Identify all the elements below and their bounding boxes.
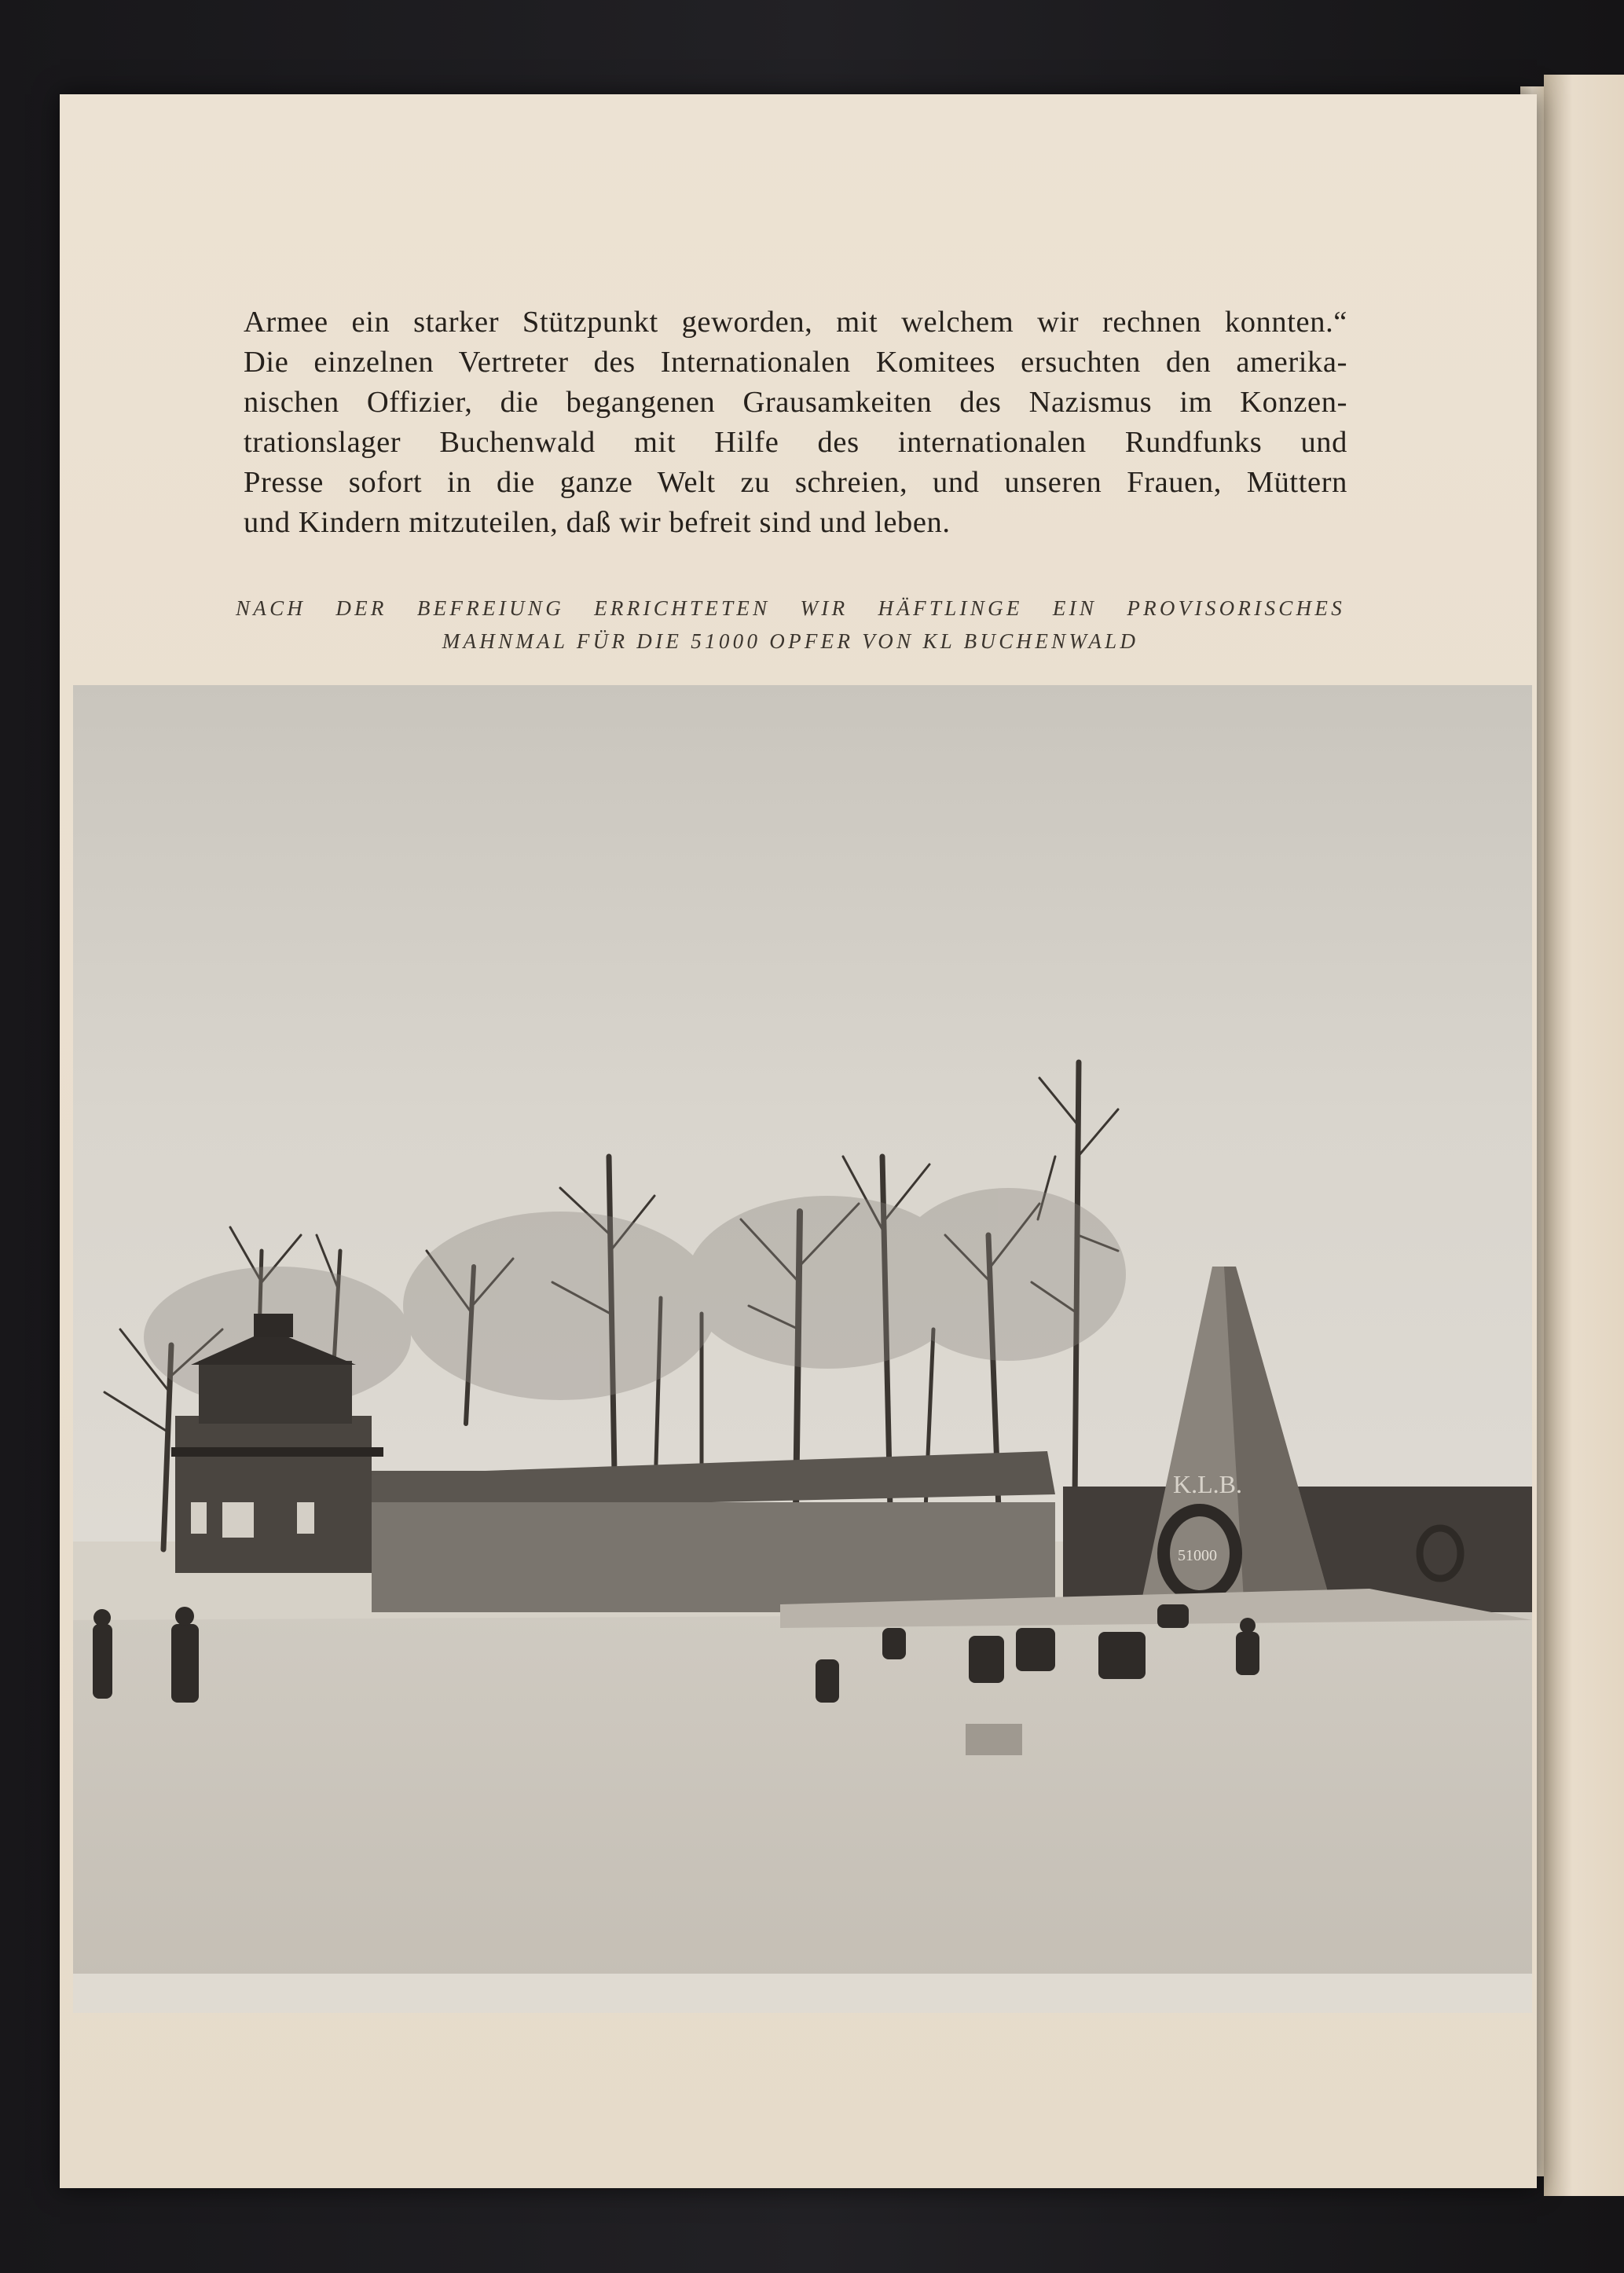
- wreath-number: 51000: [1178, 1547, 1217, 1564]
- body-paragraph: [244, 302, 1347, 543]
- body-line: nischen Offizier, die begangenen Grausamkeiten des Nazismus im Konzen-: [244, 386, 1347, 419]
- body-line: und Kindern mitzuteilen, daß wir befreit sind und leben.: [244, 506, 951, 539]
- photo-caption: [236, 592, 1345, 658]
- monument-letters: K.L.B.: [1173, 1470, 1242, 1498]
- ground: [73, 1589, 1532, 2013]
- body-line: Presse sofort in die ganze Welt zu schreien, und unseren Frauen, Müttern: [244, 466, 1347, 499]
- body-line: trationslager Buchenwald mit Hilfe des internationalen Rundfunks und: [244, 426, 1347, 459]
- memorial-photograph: [73, 685, 1532, 2013]
- facing-page-edge: [1544, 75, 1624, 2196]
- caption-line: NACH DER BEFREIUNG ERRICHTETEN WIR HÄFTLINGE EIN PROVISORISCHES: [236, 596, 1345, 620]
- body-line: Die einzelnen Vertreter des Internationalen Komitees ersuchten den amerika-: [244, 346, 1347, 379]
- caption-line: MAHNMAL FÜR DIE 51000 OPFER VON KL BUCHENWALD: [442, 629, 1139, 653]
- body-line: Armee ein starker Stützpunkt geworden, mit welchem wir rechnen konnten.“: [244, 306, 1347, 339]
